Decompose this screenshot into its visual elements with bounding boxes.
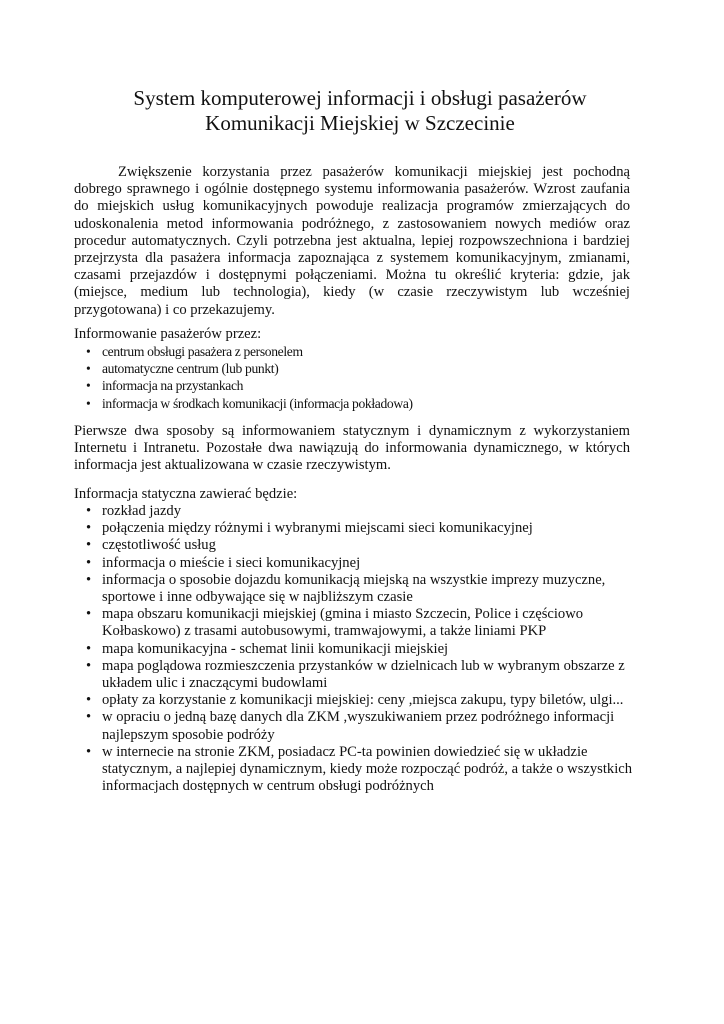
list-item: • mapa komunikacyjna - schemat linii komunikacji miejskiej	[74, 641, 644, 658]
title-line-2: Komunikacji Miejskiej w Szczecinie	[205, 111, 515, 135]
section-heading-static-info: Informacja statyczna zawierać będzie:	[74, 486, 298, 502]
static-info-list	[74, 503, 644, 795]
list-item: • częstotliwość usług	[74, 537, 644, 554]
list-item: • mapa obszaru komunikacji miejskiej (gmina i miasto Szczecin, Police i częściowo Kołbaskowo) z trasami autobusowymi, tramwajowymi, a także liniami PKP	[74, 606, 644, 640]
list-item: • w opraciu o jedną bazę danych dla ZKM ,wyszukiwaniem przez podróżnego informacji najlepszym sposobie podróży	[74, 709, 644, 743]
intro-paragraph: Zwiększenie korzystania przez pasażerów komunikacji miejskiej jest pochodną dobrego sprawnego i ogólnie dostępnego systemu informowania pasażerów. Wzrost zaufania do miejskich usług komunikacyjnych powoduje realizacja programów zmierzających do udoskonalenia metod informowania podróżnego, z zastosowaniem nowych mediów oraz procedur automatycznych. Czyli potrzebna jest aktualna, lepiej rozpowszechniona i bardziej przejrzysta dla pasażera informacja zapoznająca z systemem komunikacyjnym, zmianami, czasami przejazdów i dostępnymi połączeniami. Można tu określić kryteria: gdzie, jak (miejsce, medium lub technologia), kiedy (w czasie rzeczywistym lub wcześniej przygotowana) i co przekazujemy.	[74, 164, 630, 318]
list-item: • informacja o sposobie dojazdu komunikacją miejską na wszystkie imprezy muzyczne, sportowe i inne odbywające się w najbliższym czasie	[74, 572, 644, 606]
list-item: • informacja o mieście i sieci komunikacyjnej	[74, 555, 644, 572]
methods-paragraph: Pierwsze dwa sposoby są informowaniem statycznym i dynamicznym z wykorzystaniem Internetu i Intranetu. Pozostałe dwa nawiązują do informowania dynamicznego, w których informacja jest aktualizowana w czasie rzeczywistym.	[74, 423, 630, 474]
list-item: • w internecie na stronie ZKM, posiadacz PC-ta powinien dowiedzieć się w układzie statycznym, a najlepiej dynamicznym, kiedy może rozpocząć podróż, a także o wszystkich informacjach dostępnych w centrum obsługi podróżnych	[74, 744, 644, 796]
list-item: • informacja na przystankach	[74, 377, 644, 394]
list-item: • informacja w środkach komunikacji (informacja pokładowa)	[74, 395, 644, 412]
list-item: • połączenia między różnymi i wybranymi miejscami sieci komunikacyjnej	[74, 520, 644, 537]
list-item: • automatyczne centrum (lub punkt)	[74, 360, 644, 377]
informing-list	[74, 343, 644, 412]
title-line-1: System komputerowej informacji i obsługi pasażerów	[133, 86, 587, 110]
list-item: • centrum obsługi pasażera z personelem	[74, 343, 644, 360]
list-item: • opłaty za korzystanie z komunikacji miejskiej: ceny ,miejsca zakupu, typy biletów, ulgi...	[74, 692, 644, 709]
section-heading-informing: Informowanie pasażerów przez:	[74, 326, 262, 342]
page-title	[60, 86, 660, 136]
list-item: • mapa poglądowa rozmieszczenia przystanków w dzielnicach lub w wybranym obszarze z układem ulic i znaczącymi budowlami	[74, 658, 644, 692]
list-item: • rozkład jazdy	[74, 503, 644, 520]
